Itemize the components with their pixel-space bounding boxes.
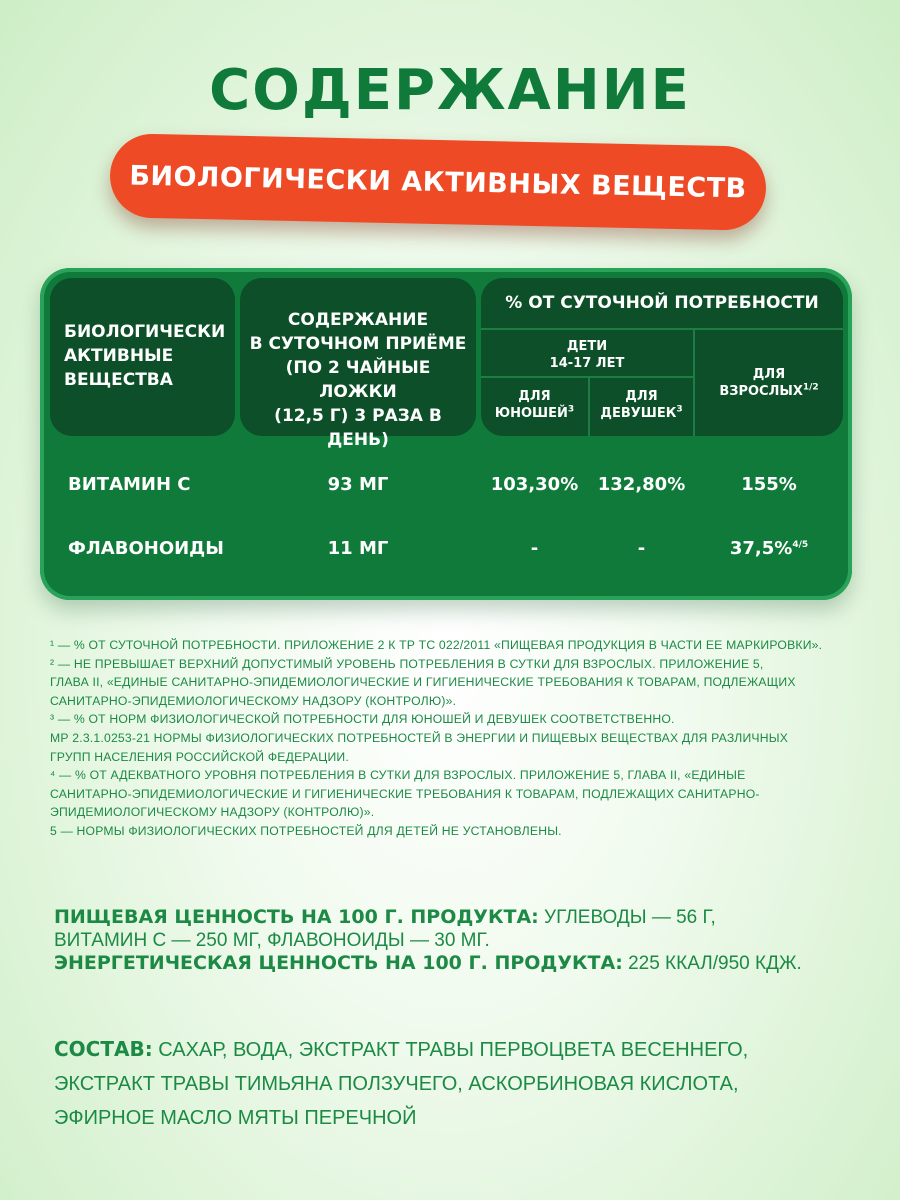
- footnote-line: ³ — % ОТ НОРМ ФИЗИОЛОГИЧЕСКОЙ ПОТРЕБНОСТИ ДЛЯ ЮНОШЕЙ И ДЕВУШЕК СООТВЕТСТВЕННО.: [50, 712, 675, 727]
- divider: [481, 328, 843, 330]
- footnote-line: САНИТАРНО-ЭПИДЕМИОЛОГИЧЕСКИЕ И ГИГИЕНИЧЕСКИЕ ТРЕБОВАНИЯ К ТОВАРАМ, ПОДЛЕЖАЩИХ САНИТАРНО-: [50, 786, 760, 801]
- header-percent: [481, 278, 843, 436]
- footnote-line: ГЛАВА II, «ЕДИНЫЕ САНИТАРНО-ЭПИДЕМИОЛОГИЧЕСКИЕ И ГИГИЕНИЧЕСКИЕ ТРЕБОВАНИЯ К ТОВАРАМ, ПОДЛЕЖАЩИХ: [50, 675, 796, 690]
- row-amount: 11 МГ: [327, 538, 389, 559]
- header-content-line: (ПО 2 ЧАЙНЫЕ ЛОЖКИ: [285, 358, 431, 402]
- boys-label: ДЛЯ: [518, 389, 551, 404]
- girls-label: ДЕВУШЕК: [600, 406, 677, 421]
- adults-label: ДЛЯ: [752, 367, 786, 382]
- nutrition-label: ПИЩЕВАЯ ЦЕННОСТЬ НА 100 Г. ПРОДУКТА:: [54, 906, 539, 928]
- substances-table: [40, 268, 852, 600]
- row-amount: 93 МГ: [327, 474, 389, 495]
- header-content-line: В СУТОЧНОМ ПРИЁМЕ: [249, 334, 467, 354]
- footnote-line: ¹ — % ОТ СУТОЧНОЙ ПОТРЕБНОСТИ. ПРИЛОЖЕНИЕ 2 К ТР ТС 022/2011 «ПИЩЕВАЯ ПРОДУКЦИЯ В ЧАСТИ ЕЕ МАРКИРОВКИ».: [50, 638, 823, 652]
- header-substance-line: АКТИВНЫЕ: [64, 346, 174, 366]
- children-age: 14-17 ЛЕТ: [549, 356, 625, 371]
- footnote-line: МР 2.3.1.0253-21 НОРМЫ ФИЗИОЛОГИЧЕСКИХ ПОТРЕБНОСТЕЙ В ЭНЕРГИИ И ПИЩЕВЫХ ВЕЩЕСТВАХ ДЛЯ РАЗЛИЧНЫХ: [50, 730, 789, 745]
- page-title: СОДЕРЖАНИЕ: [209, 58, 691, 123]
- subtitle-text: БИОЛОГИЧЕСКИ АКТИВНЫХ ВЕЩЕСТВ: [129, 160, 747, 204]
- girls-label: ДЛЯ: [625, 389, 658, 404]
- nutrition-value: ВИТАМИН С — 250 МГ, ФЛАВОНОИДЫ — 30 МГ.: [54, 930, 490, 951]
- header-boys: [481, 388, 588, 422]
- header-children: [481, 338, 693, 372]
- header-content-line: СОДЕРЖАНИЕ: [287, 310, 429, 330]
- header-substance-line: БИОЛОГИЧЕСКИ: [64, 322, 226, 342]
- footnote-line: САНИТАРНО-ЭПИДЕМИОЛОГИЧЕСКОМУ НАДЗОРУ (КОНТРОЛЮ)».: [50, 693, 457, 708]
- header-content-line: (12,5 Г) 3 РАЗА В ДЕНЬ): [274, 406, 442, 450]
- header-substance: [50, 278, 235, 436]
- footnotes: [50, 636, 870, 841]
- row-boys: 103,30%: [490, 474, 579, 495]
- footnote-line: ГРУПП НАСЕЛЕНИЯ РОССИЙСКОЙ ФЕДЕРАЦИИ.: [50, 749, 349, 764]
- energy-label: ЭНЕРГЕТИЧЕСКАЯ ЦЕННОСТЬ НА 100 Г. ПРОДУКТА:: [54, 952, 623, 974]
- composition-label: СОСТАВ:: [54, 1037, 153, 1061]
- header-girls: [590, 388, 693, 422]
- composition-info: [54, 1032, 874, 1135]
- header-content: [240, 278, 476, 450]
- row-adults: [695, 538, 843, 559]
- adults-sup: 1/2: [802, 382, 819, 393]
- divider: [481, 376, 693, 378]
- nutrition-info: [54, 906, 874, 975]
- footnote-line: ² — НЕ ПРЕВЫШАЕТ ВЕРХНИЙ ДОПУСТИМЫЙ УРОВЕНЬ ПОТРЕБЛЕНИЯ В СУТКИ ДЛЯ ВЗРОСЛЫХ. ПРИЛОЖЕНИЕ 5,: [50, 656, 764, 671]
- row-adults-value: 155%: [741, 474, 797, 495]
- children-label: ДЕТИ: [566, 339, 608, 354]
- girls-sup: 3: [676, 404, 683, 415]
- footnote-line: ЭПИДЕМИОЛОГИЧЕСКОМУ НАДЗОРУ (КОНТРОЛЮ)».: [50, 805, 375, 820]
- energy-value: 225 ККАЛ/950 КДЖ.: [622, 953, 802, 974]
- boys-sup: 3: [567, 404, 575, 415]
- adults-label: ВЗРОСЛЫХ: [719, 384, 803, 399]
- row-name: ВИТАМИН С: [68, 474, 191, 495]
- composition-line: ЭФИРНОЕ МАСЛО МЯТЫ ПЕРЕЧНОЙ: [54, 1107, 417, 1129]
- composition-line: САХАР, ВОДА, ЭКСТРАКТ ТРАВЫ ПЕРВОЦВЕТА ВЕСЕННЕГО,: [152, 1039, 749, 1061]
- row-name: ФЛАВОНОИДЫ: [68, 538, 224, 559]
- row-girls: 132,80%: [597, 474, 686, 495]
- nutrition-value: УГЛЕВОДЫ — 56 Г,: [538, 907, 716, 928]
- header-percent-title: % ОТ СУТОЧНОЙ ПОТРЕБНОСТИ: [505, 293, 819, 313]
- row-girls: -: [637, 538, 646, 559]
- footnote-line: ⁴ — % ОТ АДЕКВАТНОГО УРОВНЯ ПОТРЕБЛЕНИЯ В СУТКИ ДЛЯ ВЗРОСЛЫХ. ПРИЛОЖЕНИЕ 5, ГЛАВА II, «ЕДИНЫЕ: [50, 768, 746, 783]
- header-substance-line: ВЕЩЕСТВА: [64, 370, 173, 390]
- subtitle-banner: [109, 133, 767, 231]
- header-adults: [695, 366, 843, 400]
- row-adults-value: 37,5%: [729, 538, 793, 559]
- row-adults: [695, 474, 843, 495]
- composition-line: ЭКСТРАКТ ТРАВЫ ТИМЬЯНА ПОЛЗУЧЕГО, АСКОРБИНОВАЯ КИСЛОТА,: [54, 1073, 739, 1095]
- row-adults-sup: 4/5: [792, 540, 809, 550]
- boys-label: ЮНОШЕЙ: [494, 406, 568, 421]
- row-boys: -: [530, 538, 539, 559]
- footnote-line: 5 — НОРМЫ ФИЗИОЛОГИЧЕСКИХ ПОТРЕБНОСТЕЙ ДЛЯ ДЕТЕЙ НЕ УСТАНОВЛЕНЫ.: [50, 823, 562, 838]
